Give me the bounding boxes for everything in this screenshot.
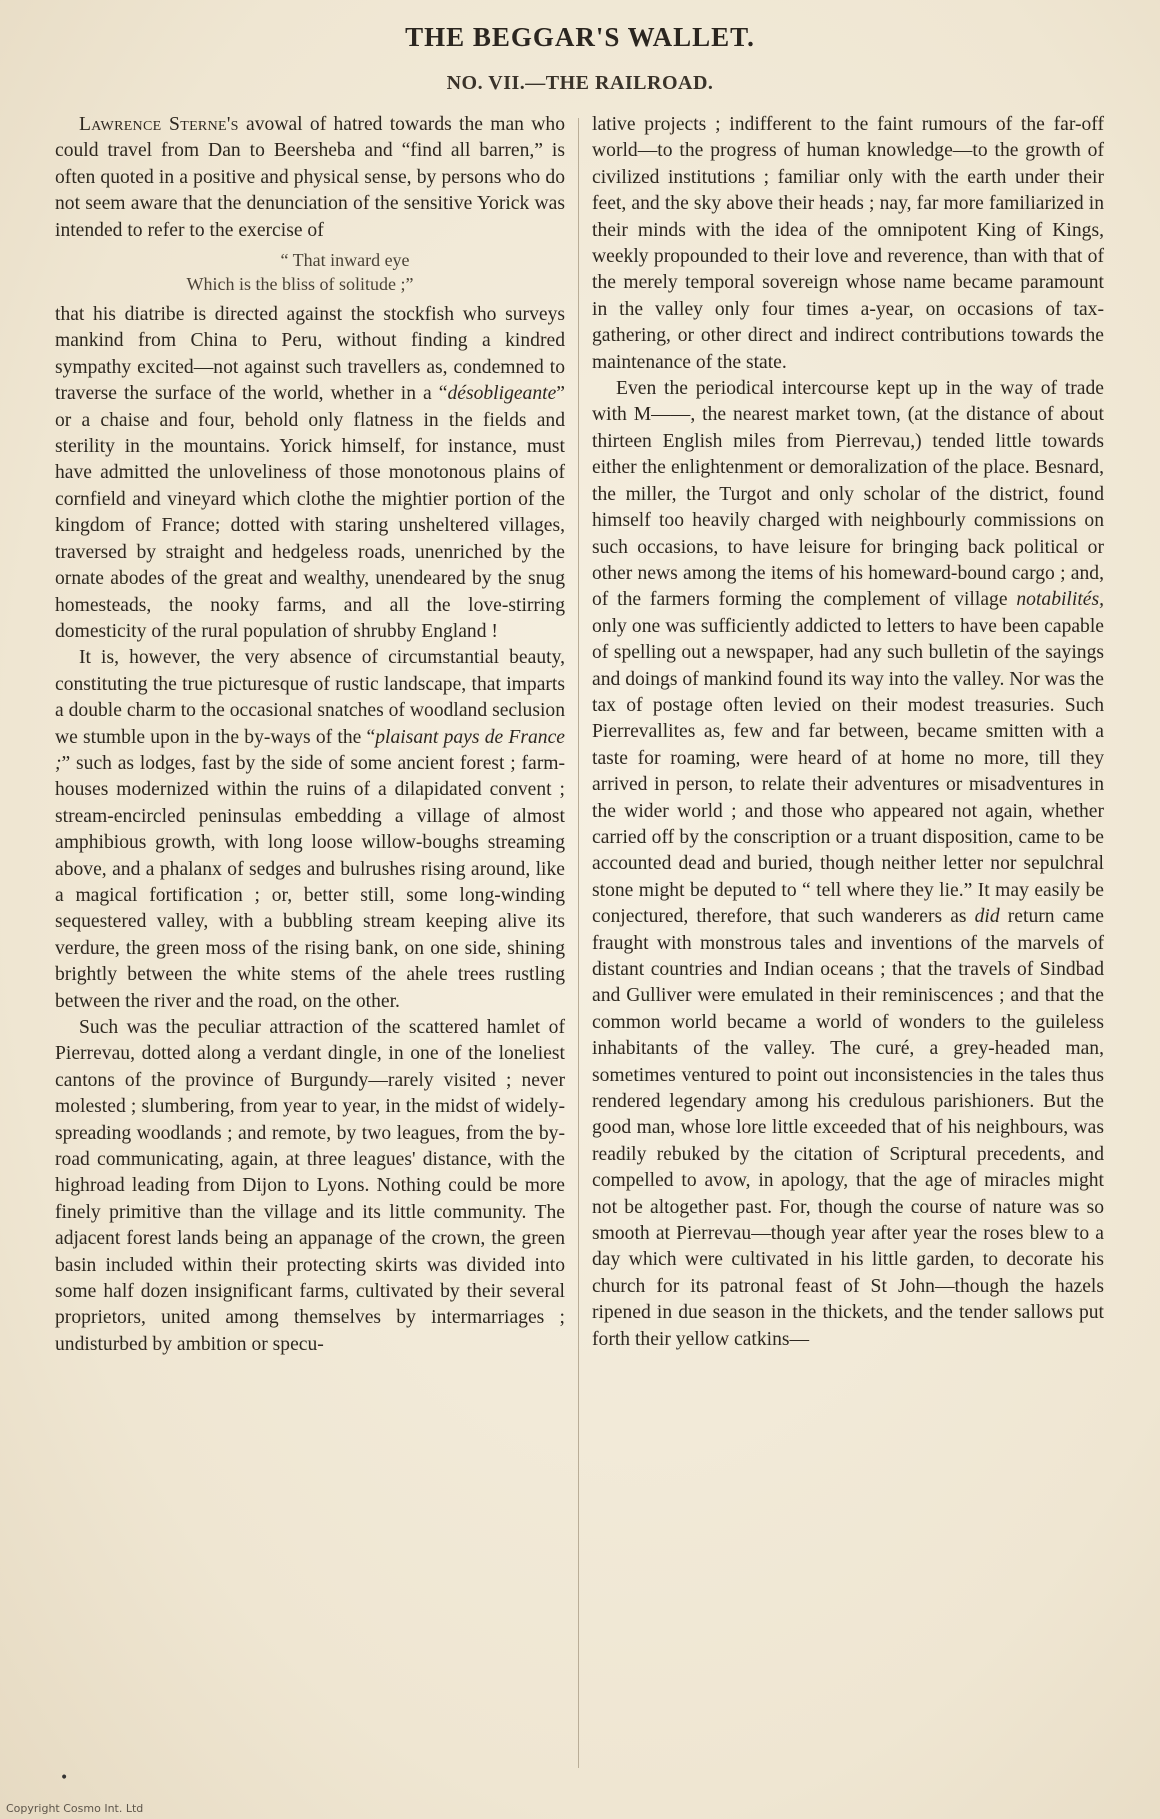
quote-line: Which is the bliss of solitude ;” <box>186 274 414 295</box>
quote-line: “ That inward eye <box>280 250 410 271</box>
paragraph-continued: lative projects ; indifferent to the faint rumours of the far-off world—to the progress of human knowledge—to the growth of civilized institutions ; familiar only with the earth under their feet, and the sky above their heads ; nay, far more familiarized in their minds with the idea of the omnipotent King of Kings, weekly propounded to their love and reverence, than with that of the merely temporal sovereign whose name became paramount in the valley only four times a-year, on occasions of tax-gathering, or other direct and indirect contributions towards the maintenance of the state. <box>592 114 1104 373</box>
paragraph-1-continued: that his diatribe is directed against the stockfish who surveys mankind from China to Peru, without finding a kindred sympathy excited—not against such travellers as, condemned to traverse the surface of the world, whether in a “désobligeante” or a chaise and four, behold only flatness in the fields and sterility in the mountains. Yorick himself, for instance, must have admitted the unloveliness of those monotonous plains of cornfield and vineyard which clothe the mightier portion of the kingdom of France; dotted with staring unsheltered villages, traversed by straight and hedgeless roads, unenriched by the ornate abodes of the great and wealthy, unendeared by the snug homesteads, the nooky farms, and all the love-stirring domesticity of the rural population of shrubby England ! <box>55 304 565 642</box>
paragraph-3: Such was the peculiar attraction of the scattered hamlet of Pierrevau, dotted along a verdant dingle, in one of the loneliest cantons of the province of Burgundy—rarely visited ; never molested ; slumbering, from year to year, in the midst of widely-spreading woodlands ; and remote, by two leagues, from the by-road communicating, again, at three leagues' distance, with the highroad leading from Dijon to Lyons. Nothing could be more finely primitive than the village and its little community. The adjacent forest lands being an appanage of the crown, the green basin included within their protecting skirts was divided into some half dozen insignificant farms, cultivated by their several proprietors, united among themselves by intermarriages ; undisturbed by ambition or specu- <box>55 1017 565 1355</box>
right-column <box>592 112 1104 1353</box>
page-title: THE BEGGAR'S WALLET. <box>405 22 755 52</box>
verse-quote <box>55 248 565 296</box>
column-divider <box>578 118 579 1768</box>
copyright-text: Copyright Cosmo Int. Ltd <box>6 1802 144 1815</box>
author-name: Lawrence Sterne's <box>79 114 239 135</box>
paragraph-4: Even the periodical intercourse kept up in the way of trade with M——, the nearest market town, (at the distance of about thirteen English miles from Pierrevau,) tended little towards either the enlightenment or demoralization of the place. Besnard, the miller, the Turgot and only scholar of the district, found himself too heavily charged with neighbourly commissions on such occasions, to have leisure for bringing back political or other news among the items of his homeward-bound cargo ; and, of the farmers forming the complement of village notabilités, only one was sufficiently addicted to letters to have been capable of spelling out a newspaper, had any such bulletin of the sayings and doings of mankind found its way into the valley. Nor was the tax of postage often levied on their modest treasuries. Such Pierrevallites as, few and far between, became smitten with a taste for roaming, were heard of at home no more, till they arrived in person, to relate their adventures or misadventures in the wider world ; and those who appeared not again, whether carried off by the conscription or a truant disposition, came to be accounted dead and buried, though neither letter nor sepulchral stone might be deputed to “ tell where they lie.” It may easily be conjectured, therefore, that such wanderers as did return came fraught with monstrous tales and inventions of the marvels of distant countries and Indian oceans ; that the travels of Sindbad and Gulliver were emulated in their reminiscences ; and that the common world became a world of wonders to the guileless inhabitants of the valley. The curé, a grey-headed man, sometimes ventured to point out inconsistencies in the tales thus rendered legendary among his credulous parishioners. But the good man, whose lore little exceeded that of his neighbours, was readily rebuked by the citation of Scriptural precedents, and compelled to avow, in apology, that the age of miracles might not be altogether past. For, though the course of nature was so smooth at Pierrevau—though year after year the roses blew to a day which were cultivated in his little garden, to decorate his church for its patronal feast of St John—though the hazels ripened in due season in the thickets, and the tender sallows put forth their yellow catkins— <box>592 378 1104 1350</box>
paragraph-2: It is, however, the very absence of circumstantial beauty, constituting the true picturesque of rustic landscape, that imparts a double charm to the occasional snatches of woodland seclusion we stumble upon in the by-ways of the “plaisant pays de France ;” such as lodges, fast by the side of some ancient forest ; farm-houses modernized within the ruins of a dilapidated convent ; stream-encircled peninsulas embedding a village of almost amphibious growth, with long loose willow-boughs streaming above, and a phalanx of sedges and bulrushes rising around, like a magical fortification ; or, better still, some long-winding sequestered valley, with a bubbling stream keeping alive its verdure, the green moss of the rising bank, on one side, shining brightly between the white stems of the ahele trees rustling between the river and the road, on the other. <box>55 647 565 1012</box>
left-column <box>55 112 565 1358</box>
chapter-subtitle: NO. VII.—THE RAILROAD. <box>446 72 714 94</box>
paragraph-1: Lawrence Sterne's avowal of hatred towards the man who could travel from Dan to Beersheba and “find all barren,” is often quoted in a positive and physical sense, by persons who do not seem aware that the denunciation of the sensitive Yorick was intended to refer to the exercise of <box>55 114 565 241</box>
footer-mark: • <box>60 1770 69 1786</box>
